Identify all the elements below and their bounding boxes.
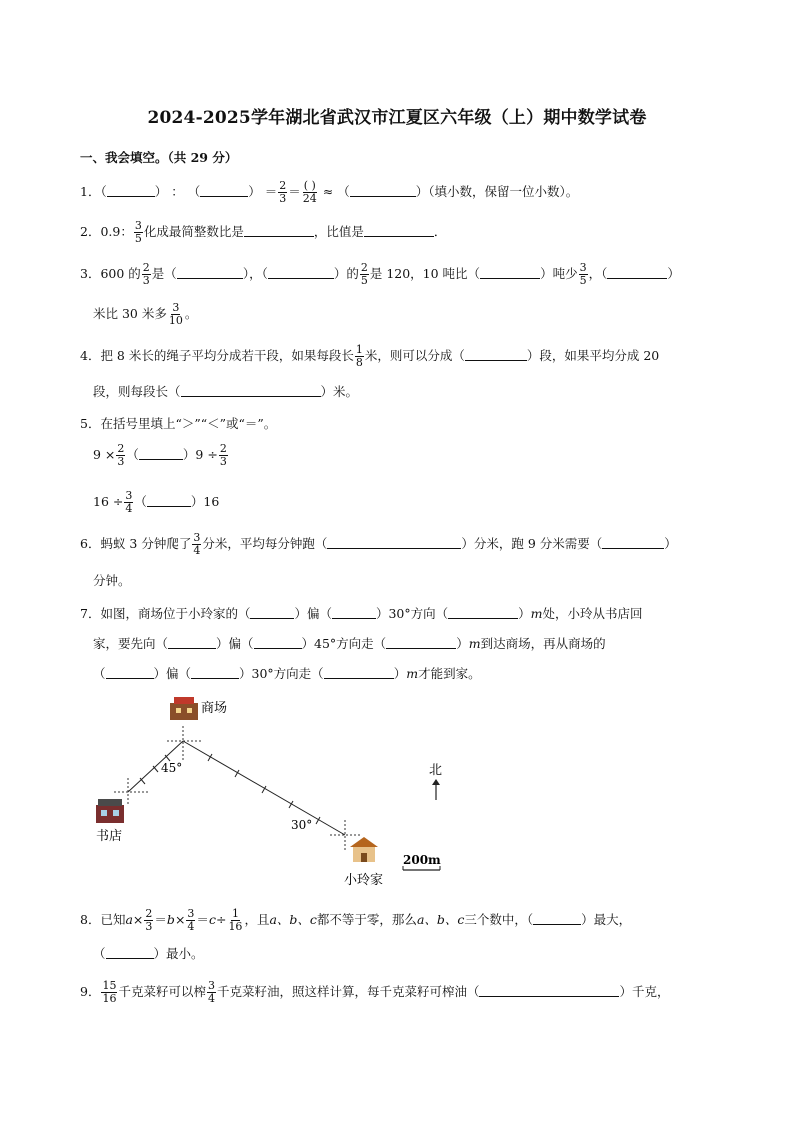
answer-blank[interactable] — [533, 912, 581, 925]
page-title: 2024-2025学年湖北省武汉市江夏区六年级（上）期中数学试卷 — [147, 108, 647, 128]
answer-blank[interactable] — [106, 946, 154, 959]
north-arrow-icon — [432, 779, 440, 800]
north-label: 北 — [429, 763, 443, 778]
fraction: $\frac{2}{3}$ — [219, 442, 227, 468]
mall-label: 商场 — [201, 701, 228, 716]
question-7: 7．如图，商场位于小玲家的（ ）偏（ ）30°方向（ ）m处，小玲从书店回 — [80, 606, 643, 621]
mall-icon — [170, 697, 198, 720]
fraction: ( ) 24 — [302, 179, 317, 205]
question-7-line-3: （ ）偏（ ）30°方向走（ ）m才能到家。 — [93, 666, 481, 681]
angle-label-30: 30° — [291, 818, 313, 832]
fraction: $\frac{3}{5}$ — [579, 261, 587, 287]
question-3-cont: 米比 30 米多 $\frac{3}{10}$ 。 — [93, 301, 198, 327]
fraction: $\frac{2}{3}$ — [142, 261, 150, 287]
angle-label-45: 45° — [161, 761, 183, 775]
fraction: $\frac{3}{4}$ — [187, 907, 195, 933]
question-5-row-1: 9 × $\frac{2}{3}$ （ ）9 ÷ $\frac{2}{3}$ — [93, 442, 227, 468]
fraction: $\frac{3}{4}$ — [193, 531, 201, 557]
question-6: 6．蚂蚁 3 分钟爬了 $\frac{3}{4}$ 分米，平均每分钟跑（ ）分米，跑 9 分米需要（ ） — [80, 531, 677, 557]
fraction: $\frac{15}{16}$ — [102, 979, 117, 1005]
fraction: $\frac{2}{3}$ — [145, 907, 153, 933]
fraction: $\frac{1}{16}$ — [228, 907, 243, 933]
question-1: 1．（ ） ： （ ） ＝ $\frac{2}{3}$ ＝ ( ) 24 ≈ （ ）（填小数，保留一位小数）。 — [80, 179, 579, 205]
question-4: 4．把 8 米长的绳子平均分成若干段，如果每段长 $\frac{1}{8}$ 米，则可以分成（ ）段，如果平均分成 20 — [80, 343, 660, 369]
answer-blank[interactable] — [479, 984, 619, 997]
question-3: 3．600 的 $\frac{2}{3}$ 是（ ），（ ）的 $\frac{2}{5}$ 是 120，10 吨比（ ）吨少 $\frac{3}{5}$ ，（ ） — [80, 261, 680, 287]
home-label: 小玲家 — [344, 873, 384, 888]
question-8-cont: （ ）最小。 — [93, 946, 204, 961]
question-5-row-2: 16 ÷ $\frac{3}{4}$ （ ）16 — [93, 489, 220, 515]
section-heading: 一、我会填空。（共 29 分） — [80, 150, 238, 165]
route-mall-to-home — [183, 741, 345, 835]
bookstore-icon — [96, 799, 124, 823]
question-4-cont: 段，则每段长（ ）米。 — [93, 384, 359, 399]
question-8: 8．已知a× $\frac{2}{3}$ ＝b× $\frac{3}{4}$ ＝c÷ $\frac{1}{16}$ ，且a、b、c都不等于零，那么a、b、c三个数中，（ ）最大， — [80, 907, 632, 933]
question-2: 2．0.9： $\frac{3}{5}$ 化成最简整数比是 ，比值是 ． — [80, 219, 447, 245]
fraction: $\frac{3}{10}$ — [168, 301, 183, 327]
fraction: $\frac{3}{5}$ — [134, 219, 142, 245]
home-icon — [350, 837, 378, 862]
fraction: $\frac{2}{3}$ — [279, 179, 287, 205]
fraction: $\frac{2}{3}$ — [117, 442, 125, 468]
question-7-line-2: 家，要先向（ ）偏（ ）45°方向走（ ）m到达商场，再从商场的 — [93, 636, 606, 651]
fraction: $\frac{2}{5}$ — [360, 261, 368, 287]
fraction: $\frac{1}{8}$ — [355, 343, 363, 369]
fraction: $\frac{3}{4}$ — [125, 489, 133, 515]
question-6-cont: 分钟。 — [93, 573, 131, 588]
fraction: $\frac{3}{4}$ — [207, 979, 215, 1005]
question-5: 5．在括号里填上“＞”“＜”或“＝”。 — [80, 416, 277, 431]
question-9: 9． $\frac{15}{16}$ 千克菜籽可以榨 $\frac{3}{4}$ 千克菜籽油，照这样计算，每千克菜籽可榨油（ ）千克， — [80, 979, 670, 1005]
bookstore-label: 书店 — [96, 829, 123, 844]
scale-label: 200m — [403, 853, 441, 867]
